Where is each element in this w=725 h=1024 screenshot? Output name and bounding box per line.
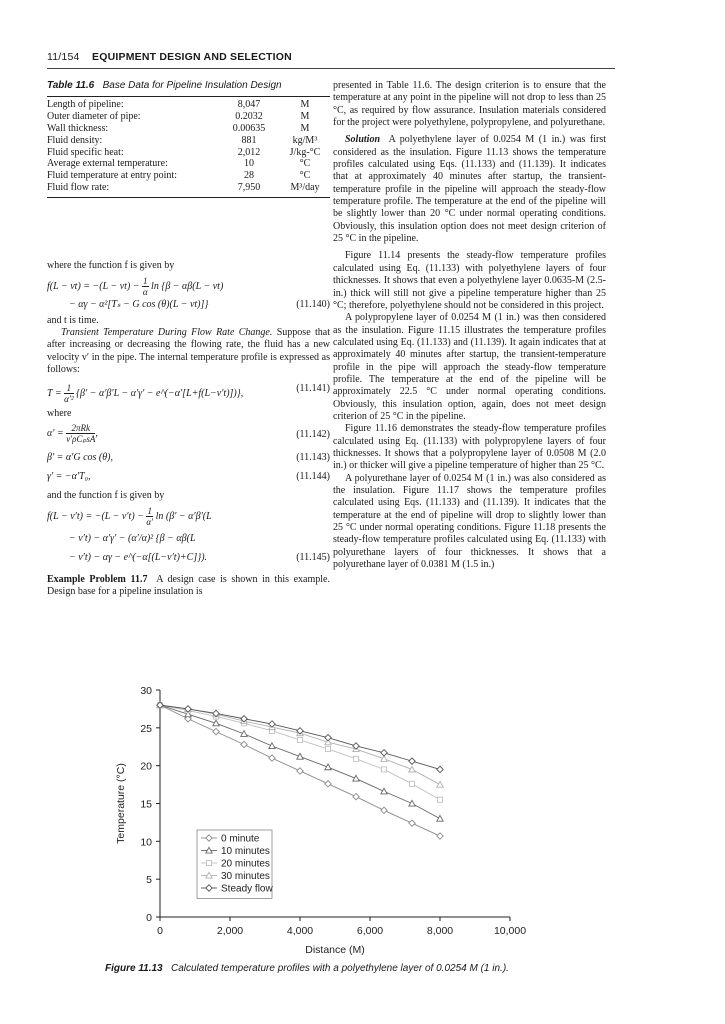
table-cell-name: Wall thickness:	[47, 123, 109, 134]
y-tick-label: 30	[140, 685, 152, 697]
figure-caption-text: Calculated temperature profiles with a polyethylene layer of 0.0254 M (1 in.).	[170, 963, 509, 974]
data-point-series-4	[437, 766, 443, 772]
table-cell-name: Length of pipeline:	[47, 97, 218, 111]
data-point-series-2	[297, 737, 302, 742]
eq2-part-b: {β′ − α′β′L − α′γ′ − e^(−α′[L+f(L−v′t)])},	[76, 387, 244, 399]
eq6-part-c: − v′t) − α′γ′ −	[69, 533, 126, 545]
y-tick-label: 15	[140, 798, 152, 811]
right-column	[333, 80, 606, 571]
example-paragraph	[47, 574, 330, 599]
eq6-part-c2: (α′/α)²	[128, 533, 154, 545]
table-row	[47, 170, 330, 182]
data-point-series-4	[325, 734, 331, 740]
equation-11-145-line2	[47, 533, 330, 545]
legend-label: 20 minutes	[221, 858, 270, 870]
x-tick-label: 8,000	[426, 925, 454, 937]
eq1-frac-den: α	[142, 287, 148, 298]
right-paragraph-4: A polypropylene layer of 0.0254 M (1 in.) was then considered as the insulation. Figure 11.15 illustrates the temperature profiles calculated using Eq. (11.133) and (11.139). It again indicates that at approximately 40 minutes after startup, the transient-temperature profile in the pipe will approach the steady-flow temperature profile. The temperature at the end of the pipeline will be approximately 22.5 °C under normal operating conditions. Obviously, this insulation option, again, does not meet design criterion of 25 °C in the pipeline.	[333, 312, 606, 422]
table-cell-value: 10	[244, 158, 254, 170]
data-point-series-1	[297, 753, 303, 759]
where-text: where	[47, 407, 72, 419]
eq3-part-b: ,	[95, 427, 98, 439]
data-point-series-0	[213, 728, 219, 734]
x-tick-label: 6,000	[356, 925, 384, 937]
x-tick-label: 0	[157, 925, 163, 937]
table-cell-name: Average external temperature:	[47, 158, 168, 170]
eq3-frac-num: 2πRk	[66, 423, 95, 434]
table-cell-unit: J/kg-°C	[289, 146, 321, 158]
eq1-part-c: − αγ − α²[Tₛ − G cos (θ)(L − vt)]}	[69, 299, 209, 311]
table-cell-unit: °C	[299, 158, 311, 170]
where-f2-text: and the function f is given by	[47, 489, 165, 501]
eq-number-11-144: (11.144)	[296, 471, 330, 483]
transient-heading: Transient Temperature During Flow Rate Change.	[61, 327, 273, 338]
eq3-frac-den: v′ρCₚsA	[66, 434, 96, 445]
data-point-series-2	[381, 767, 386, 772]
eq1-part-a: f(L − vt) = −(L − vt) −	[47, 280, 140, 292]
eq6-frac-den: α′	[146, 517, 154, 528]
right-paragraph-1: presented in Table 11.6. The design criterion is to ensure that the temperature at any point in the pipeline will not drop to less than 25 °C, as required by flow assurance. Insulation materials considered for the project were polyethylene, polypropylene, and polyurethane.	[333, 80, 606, 129]
data-point-series-2	[437, 797, 442, 802]
table-cell-unit: M	[300, 111, 310, 123]
table-cell-unit: M³/day	[280, 182, 330, 197]
x-tick-label: 4,000	[286, 925, 314, 937]
eq6-part-b: ln (β′ − α′β′(L	[155, 511, 212, 523]
data-point-series-0	[409, 820, 415, 826]
x-axis-label: Distance (M)	[305, 944, 365, 956]
running-header	[47, 51, 292, 63]
table-row	[47, 182, 330, 197]
equation-11-145-line3	[47, 552, 330, 564]
data-point-series-2	[353, 756, 358, 761]
table-row	[47, 111, 330, 123]
table-row	[47, 135, 330, 147]
equation-11-142	[47, 423, 330, 444]
figure-label: Figure 11.13	[105, 963, 163, 974]
table-cell-unit: °C	[299, 170, 311, 182]
data-point-series-4	[381, 750, 387, 756]
data-point-series-0	[241, 741, 247, 747]
table-cell-value: 0.2032	[235, 111, 263, 123]
legend-label: 10 minutes	[221, 846, 270, 857]
eq1-part-b: ln {β − αβ(L − vt)	[151, 280, 224, 292]
solution-heading: Solution	[345, 134, 381, 146]
y-tick-label: 0	[146, 912, 152, 924]
eq3-fraction	[66, 423, 95, 444]
data-point-series-1	[381, 788, 387, 794]
eq5-text: γ′ = −α′T₀,	[47, 471, 91, 483]
table-cell-value: 28	[244, 170, 254, 182]
eq-number-11-140: (11.140)	[296, 299, 330, 311]
eq2-frac-den: α′²	[64, 393, 74, 404]
table-row	[47, 97, 330, 111]
where-f-text: where the function f is given by	[47, 259, 175, 271]
eq3-part-a: α′ =	[47, 427, 64, 439]
eq1-frac-num: 1	[143, 276, 148, 287]
eq6-part-d: − v′t) − αγ − e^(−α[(L−v′t)+C]}).	[69, 551, 208, 563]
example-text: A design case is shown in this example. Design base for a pipeline insulation is	[47, 574, 330, 598]
page-number: 11/154	[47, 51, 80, 63]
solution-paragraph	[333, 134, 606, 245]
y-axis-label: Temperature (°C)	[115, 763, 127, 844]
table-label: Table 11.6	[47, 80, 95, 91]
table-cell-value: 881	[241, 134, 257, 146]
legend-label: 0 minute	[221, 833, 260, 845]
base-data-table	[47, 96, 330, 197]
table-cell-unit: M	[300, 123, 310, 134]
data-point-series-2	[409, 781, 414, 786]
eq4-text: β′ = α′G cos (θ),	[47, 452, 113, 464]
table-cell-value: 0.00635	[232, 123, 266, 134]
table-row	[47, 147, 330, 159]
eq6-part-a: f(L − v′t) = −(L − v′t) −	[47, 511, 144, 523]
and-t-text: and t is time.	[47, 314, 99, 326]
table-cell-value: 8,047	[218, 97, 280, 111]
right-paragraph-3: Figure 11.14 presents the steady-flow temperature profiles calculated using Eq. (11.133) with polyethylene layers of four thicknesses. It shows that even a polyethylene layer 0.0635-M (2.5-in.) thick will still not give a pipeline temperature higher than 25 °C; therefore, polyethylene should not be considered in this project.	[333, 250, 606, 311]
equation-11-143	[47, 452, 330, 464]
data-point-series-1	[353, 775, 359, 781]
temperature-profile-chart	[100, 680, 640, 980]
header-title: EQUIPMENT DESIGN AND SELECTION	[92, 51, 292, 63]
data-point-series-2	[325, 746, 330, 751]
table-cell-name: Fluid flow rate:	[47, 182, 218, 197]
table-cell-name: Fluid density:	[47, 134, 103, 146]
y-tick-label: 25	[140, 722, 152, 735]
data-point-series-4	[409, 758, 415, 764]
legend-marker-2	[206, 860, 211, 865]
equation-11-140-line1	[47, 276, 330, 297]
table-row	[47, 123, 330, 135]
transient-text: Suppose that after increasing or decreasing the flowing rate, the fluid has a new velocity v′ in the pipe. The internal temperature profile is expressed as follows:	[47, 327, 331, 376]
eq1-fraction	[142, 276, 149, 297]
table-row	[47, 158, 330, 170]
data-point-series-1	[409, 800, 415, 806]
equation-11-140-line2	[47, 299, 330, 311]
table-cell-name: Fluid specific heat:	[47, 146, 124, 158]
eq-number-11-142: (11.142)	[296, 429, 330, 441]
data-point-series-1	[269, 743, 275, 749]
y-tick-label: 10	[140, 836, 152, 849]
data-point-series-0	[437, 833, 443, 839]
eq-number-11-141: (11.141)	[296, 382, 330, 394]
example-heading: Example Problem 11.7	[47, 574, 148, 586]
y-tick-label: 5	[146, 874, 152, 887]
data-point-series-1	[437, 815, 443, 821]
series-line-2	[160, 705, 440, 800]
data-point-series-3	[409, 766, 415, 772]
eq6-frac-num: 1	[147, 506, 153, 517]
eq-number-11-145: (11.145)	[296, 551, 330, 563]
solution-text: A polyethylene layer of 0.0254 M (1 in.) was first considered as the insulation. Figure 11.13 shows the temperature profiles calculated using Eqs. (11.133) and (11.139). It indicates that at approximately 40 minutes after startup, the transient-temperature profile in the pipeline will approach the steady-flow temperature profile. The temperature at the end of the pipeline will be slightly lower than 20 °C under normal operating conditions. Obviously, this insulation option does not meet design criterion of 25 °C in the pipeline.	[333, 134, 606, 245]
data-point-series-1	[325, 764, 331, 770]
eq2-fraction	[64, 383, 73, 404]
table-cell-name: Fluid temperature at entry point:	[47, 170, 177, 182]
equation-11-141	[47, 383, 330, 404]
data-point-series-3	[437, 781, 443, 787]
eq6-fraction	[146, 506, 153, 527]
legend-label: Steady flow	[221, 883, 273, 895]
right-paragraph-5: Figure 11.16 demonstrates the steady-flow temperature profiles calculated using Eq. (11.133) with polypropylene layers of four thicknesses. It shows that a polypropylene layer of 0.0508 M (2.0 in.) or thicker will give a pipeline temperature of higher than 25 °C.	[333, 423, 606, 472]
x-tick-label: 10,000	[493, 925, 527, 937]
eq-number-11-143: (11.143)	[296, 452, 330, 464]
equation-11-144	[47, 471, 330, 483]
legend-label: 30 minutes	[221, 871, 270, 882]
eq2-part-a: T =	[47, 387, 62, 399]
table-cell-value: 7,950	[218, 182, 280, 197]
equation-11-145-line1	[47, 506, 330, 527]
y-tick-label: 20	[140, 760, 152, 773]
header-rule	[47, 68, 615, 69]
table-caption	[47, 80, 330, 92]
eq2-frac-num: 1	[64, 383, 73, 394]
table-cell-unit: kg/M³	[292, 134, 318, 146]
table-cell-value: 2,012	[237, 146, 261, 158]
table-cell-name: Outer diameter of pipe:	[47, 111, 141, 123]
data-point-series-0	[269, 755, 275, 761]
data-point-series-0	[297, 768, 303, 774]
data-point-series-0	[325, 781, 331, 787]
left-column	[47, 80, 330, 599]
data-point-series-1	[241, 731, 247, 737]
table-caption-text: Base Data for Pipeline Insulation Design	[102, 80, 282, 91]
figure-caption	[105, 963, 509, 974]
x-tick-label: 2,000	[216, 925, 244, 937]
table-cell-unit: M	[280, 97, 330, 111]
transient-paragraph	[47, 327, 330, 377]
data-point-series-0	[381, 807, 387, 813]
data-point-series-0	[353, 793, 359, 799]
right-paragraph-6: A polyurethane layer of 0.0254 M (1 in.) was also considered as the insulation. Figure 11.17 shows the temperature profiles calculated using Eqs. (11.133) and (11.139). It indicates that the temperature at the end of pipeline will drop to slightly lower than 25 °C under normal operating conditions. Figure 11.18 presents the steady-flow temperature profiles calculated using Eq. (11.133) with polyurethane layers of four thicknesses. It shows that a polyurethane layer of 0.0381 M (1.5 in.)	[333, 472, 606, 571]
eq6-part-c3: {β − αβ(L	[155, 533, 196, 545]
series-line-1	[160, 705, 440, 818]
